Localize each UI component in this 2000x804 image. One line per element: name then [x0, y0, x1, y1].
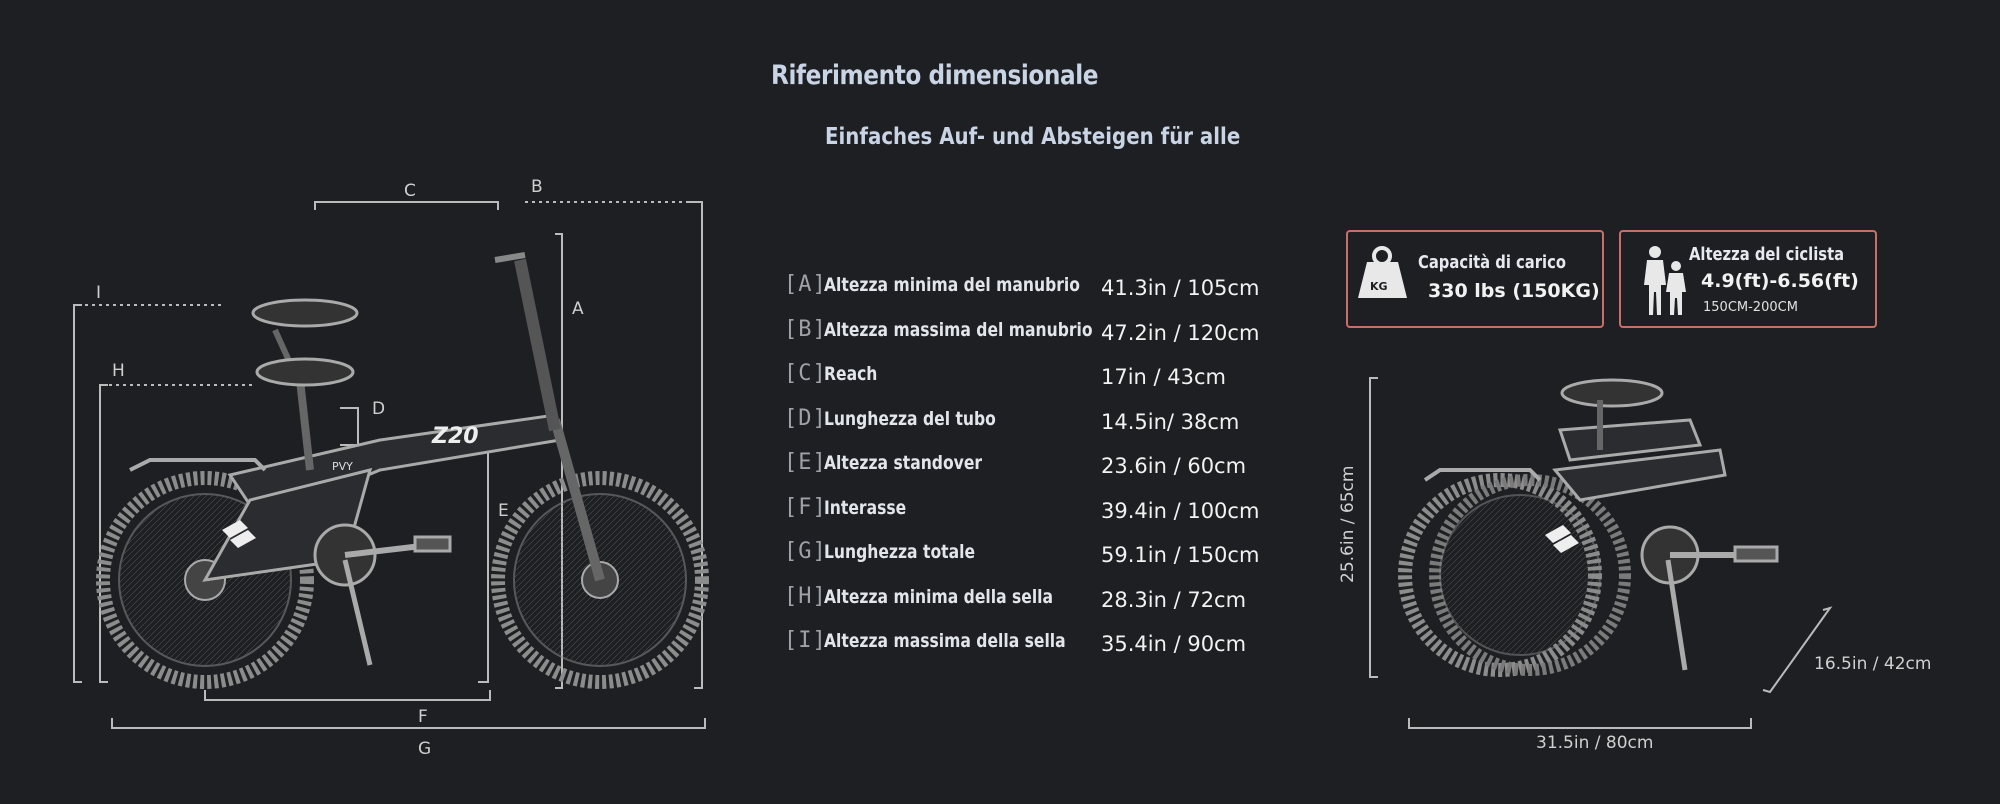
bike-brand-logo: PVY: [332, 460, 353, 473]
rider-height-title: Altezza del ciclista: [1689, 244, 1845, 265]
spec-row: [784, 359, 1304, 404]
load-capacity-box: [1346, 230, 1604, 328]
label-c: C: [404, 181, 416, 201]
label-d: D: [372, 399, 386, 419]
rider-height-value: 4.9(ft)-6.56(ft): [1701, 270, 1859, 292]
spec-value: 23.6in / 60cm: [1101, 454, 1247, 478]
label-g: G: [418, 739, 432, 759]
spec-letter: [B]: [784, 316, 827, 342]
rider-height-cm: 150CM-200CM: [1703, 300, 1798, 315]
spec-row: [784, 448, 1304, 493]
spec-letter: [H]: [784, 583, 827, 609]
label-i: I: [96, 283, 102, 303]
spec-value: 39.4in / 100cm: [1101, 498, 1260, 523]
folded-length-label: 31.5in / 80cm: [1536, 733, 1654, 753]
spec-row: [784, 404, 1304, 449]
spec-list: [784, 270, 1304, 671]
weight-icon-text: KG: [1370, 280, 1388, 293]
label-b: B: [531, 177, 543, 197]
spec-label: Altezza minima della sella: [824, 585, 1054, 608]
spec-value: 47.2in / 120cm: [1101, 320, 1260, 345]
load-capacity-value: 330 lbs (150KG): [1428, 280, 1600, 302]
spec-row: [784, 315, 1304, 360]
spec-label: Lunghezza del tubo: [824, 407, 996, 430]
label-e: E: [498, 501, 509, 521]
spec-row: [784, 493, 1304, 538]
label-h: H: [112, 361, 125, 381]
folded-height-label: 25.6in / 65cm: [1338, 465, 1358, 583]
spec-row: [784, 537, 1304, 582]
spec-letter: [I]: [784, 628, 827, 653]
rider-height-box: [1619, 230, 1877, 328]
load-capacity-title: Capacità di carico: [1418, 252, 1566, 273]
spec-value: 17in / 43cm: [1101, 365, 1227, 389]
spec-letter: [E]: [784, 450, 827, 475]
spec-value: 14.5in/ 38cm: [1101, 409, 1240, 434]
spec-row: [784, 270, 1304, 315]
spec-row: [784, 626, 1304, 671]
spec-letter: [A]: [784, 272, 827, 297]
page-title: Riferimento dimensionale: [771, 60, 1099, 91]
spec-label: Altezza minima del manubrio: [824, 274, 1080, 296]
spec-label: Altezza standover: [824, 452, 983, 474]
spec-label: Altezza massima del manubrio: [824, 318, 1093, 341]
spec-value: 41.3in / 105cm: [1101, 276, 1260, 300]
spec-label: Reach: [824, 363, 878, 385]
label-a: A: [572, 299, 584, 319]
spec-label: Lunghezza totale: [824, 541, 976, 563]
spec-letter: [G]: [784, 539, 827, 564]
page-subtitle: Einfaches Auf- und Absteigen für alle: [825, 124, 1241, 150]
spec-row: [784, 582, 1304, 627]
spec-letter: [D]: [784, 405, 827, 431]
spec-letter: [F]: [784, 494, 827, 520]
spec-value: 28.3in / 72cm: [1101, 587, 1247, 612]
spec-value: 59.1in / 150cm: [1101, 543, 1260, 567]
spec-label: Altezza massima della sella: [824, 630, 1066, 652]
bike-model-logo: Z20: [432, 424, 479, 449]
spec-letter: [C]: [784, 361, 827, 386]
spec-value: 35.4in / 90cm: [1101, 632, 1247, 656]
spec-label: Interasse: [824, 496, 907, 519]
label-f: F: [418, 707, 428, 727]
folded-bike: [1405, 380, 1777, 670]
folded-depth-label: 16.5in / 42cm: [1814, 654, 1932, 674]
